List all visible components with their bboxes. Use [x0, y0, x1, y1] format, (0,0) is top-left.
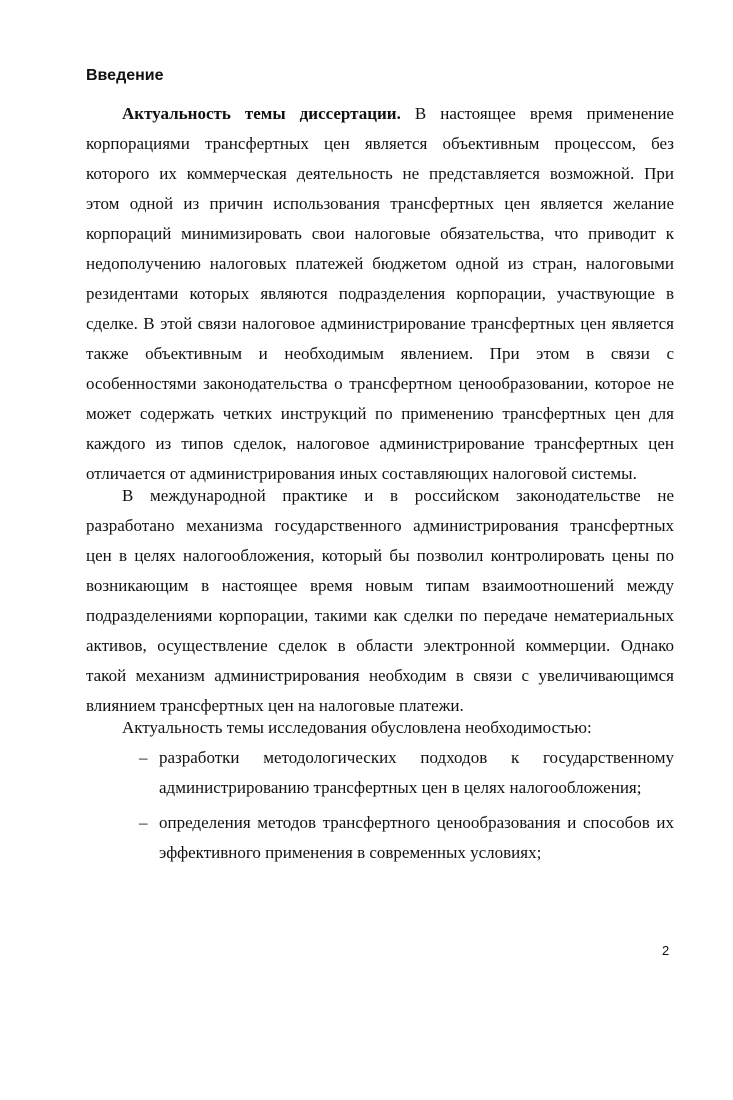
- text-line: особенностями законодательства о трансфертном ценообразовании, которое не: [86, 374, 674, 393]
- paragraph-international-practice: [86, 481, 674, 721]
- list-dash: –: [139, 813, 148, 832]
- text-line: активов, осуществление сделок в области электронной коммерции. Однако: [86, 636, 674, 655]
- text-line: может содержать четких инструкций по применению трансфертных цен для: [86, 404, 674, 423]
- necessity-list: [86, 743, 674, 873]
- text-line: Актуальность темы исследования обусловлена необходимостью:: [122, 718, 592, 737]
- paragraph-necessity: [86, 713, 674, 743]
- text-line: каждого из типов сделок, налоговое администрирование трансфертных цен: [86, 434, 674, 453]
- list-dash: –: [139, 748, 148, 767]
- text-line: администрированию трансфертных цен в целях налогообложения;: [159, 778, 642, 797]
- text-line: также объективным и необходимым явлением. При этом в связи с: [86, 344, 674, 363]
- text-line: корпорациями трансфертных цен является объективным процессом, без: [86, 134, 674, 153]
- text-line: цен в целях налогообложения, который бы позволил контролировать цены по: [86, 546, 674, 565]
- text-line: которого их коммерческая деятельность не представляется возможной. При: [86, 164, 674, 183]
- text-line: такой механизм администрирования необходим в связи с увеличивающимся: [86, 666, 674, 685]
- paragraph-relevance: [86, 99, 674, 489]
- text-line: резидентами которых являются подразделения корпорации, участвующие в: [86, 284, 674, 303]
- text-line: эффективного применения в современных условиях;: [159, 843, 542, 862]
- page-number: 2: [662, 943, 670, 958]
- text-line: разработано механизма государственного администрирования трансфертных: [86, 516, 674, 535]
- text-line: сделке. В этой связи налоговое администрирование трансфертных цен является: [86, 314, 674, 333]
- lead-phrase: Актуальность темы диссертации.: [122, 104, 401, 123]
- list-item: [86, 743, 674, 803]
- text-line: разработки методологических подходов к государственному: [159, 748, 674, 767]
- text-line: В международной практике и в российском законодательстве не: [122, 486, 674, 505]
- text-line: определения методов трансфертного ценообразования и способов их: [159, 813, 674, 832]
- list-item: [86, 808, 674, 868]
- text-line: влиянием трансфертных цен на налоговые платежи.: [86, 696, 464, 715]
- text-line: этом одной из причин использования трансфертных цен является желание: [86, 194, 674, 213]
- text-line: недополучению налоговых платежей бюджетом одной из стран, налоговыми: [86, 254, 674, 273]
- text-line: корпораций минимизировать свои налоговые обязательства, что приводит к: [86, 224, 674, 243]
- text-line: [86, 99, 674, 129]
- lead-continuation: В настоящее время применение: [400, 104, 674, 123]
- text-line: подразделениями корпорации, такими как сделки по передаче нематериальных: [86, 606, 674, 625]
- text-line: отличается от администрирования иных составляющих налоговой системы.: [86, 464, 637, 483]
- section-heading: Введение: [86, 67, 164, 84]
- text-line: возникающим в настоящее время новым типам взаимоотношений между: [86, 576, 674, 595]
